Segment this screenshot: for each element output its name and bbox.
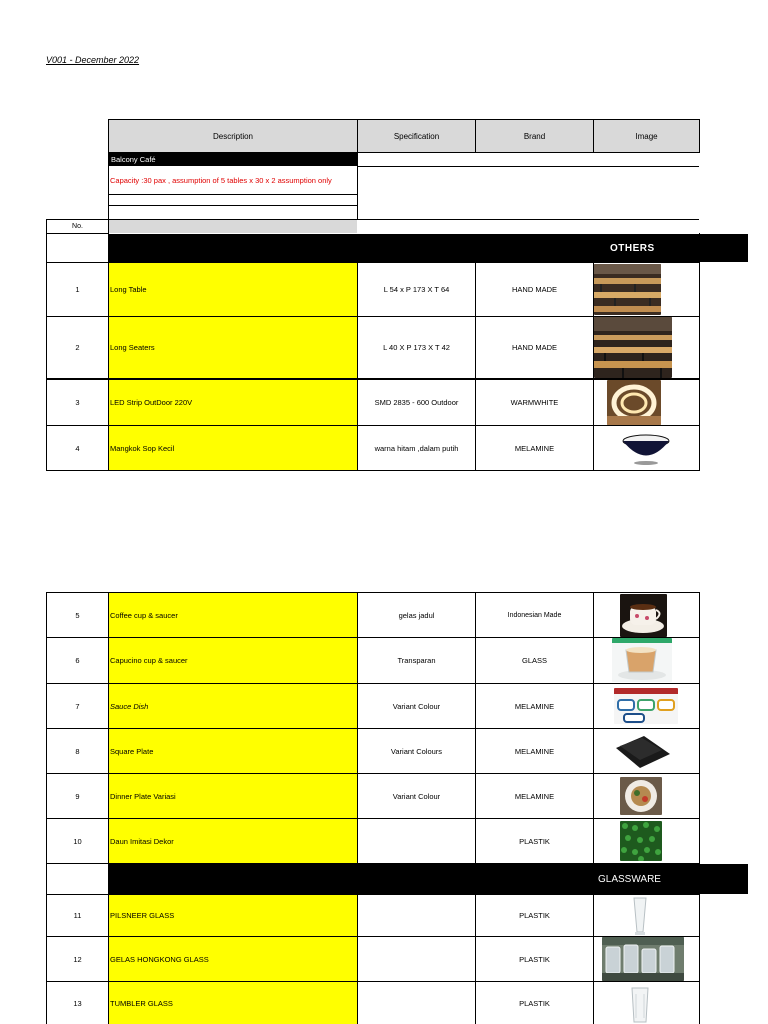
row-5-spec: gelas jadul [398, 610, 435, 620]
row-5-desc: Coffee cup & saucer [109, 593, 357, 637]
row-11-spec [358, 895, 475, 936]
row-2-no: 2 [75, 343, 80, 352]
row-4-desc: Mangkok Sop Kecil [109, 426, 357, 470]
tumbler-glass-photo [628, 984, 652, 1024]
row-3-spec: SMD 2835 - 600 Outdoor [374, 398, 459, 407]
black-bowl-photo [620, 430, 672, 466]
row-2-brand: HAND MADE [511, 343, 557, 352]
row-8-desc: Square Plate [109, 729, 357, 773]
row-5-no: 5 [75, 610, 80, 620]
row-3-brand: WARMWHITE [510, 398, 559, 407]
row-10-spec [358, 819, 475, 863]
artificial-leaves-photo [620, 821, 662, 861]
row-6-no: 6 [75, 656, 80, 665]
row-6-brand: GLASS [521, 656, 547, 665]
row-8-no: 8 [75, 746, 80, 756]
header-brand: Brand [476, 120, 593, 152]
row-10-desc: Daun Imitasi Dekor [109, 819, 357, 863]
row-12-spec [358, 937, 475, 981]
glass-cup-photo [612, 638, 672, 682]
row-4-brand: MELAMINE [514, 443, 555, 453]
row-3-no: 3 [75, 398, 80, 407]
row-10-no: 10 [73, 836, 82, 846]
row-13-desc: TUMBLER GLASS [109, 982, 357, 1024]
version-label: V001 - December 2022 [46, 55, 140, 65]
row-2-desc: Long Seaters [109, 317, 357, 378]
led-strip-photo [607, 380, 661, 425]
row-7-desc: Sauce Dish [109, 684, 357, 728]
row-4-spec: warna hitam ,dalam putih [374, 443, 459, 453]
section-others: OTHERS [610, 242, 655, 254]
capacity-note: Capacity :30 pax , assumption of 5 tables x 30 x 2 assumption only [110, 176, 332, 185]
row-4-no: 4 [75, 443, 80, 453]
row-2-spec: L 40 X P 173 X T 42 [383, 343, 450, 352]
row-8-spec: Variant Colours [390, 746, 443, 756]
wooden-long-table-photo [594, 264, 661, 315]
row-7-spec: Variant Colour [392, 701, 441, 711]
sauce-dish-photo [614, 688, 678, 724]
row-1-no: 1 [75, 285, 80, 294]
pilsner-glass-photo [626, 896, 654, 936]
row-5-brand: Indonesian Made [507, 611, 562, 619]
header-image: Image [594, 120, 699, 152]
row-12-brand: PLASTIK [519, 954, 550, 964]
section-glassware: GLASSWARE [598, 873, 661, 885]
row-6-spec: Transparan [397, 656, 436, 665]
row-9-no: 9 [75, 791, 80, 801]
row-7-brand: MELAMINE [514, 701, 555, 711]
row-7-no: 7 [75, 701, 80, 711]
row-1-spec: L 54 x P 173 X T 64 [383, 285, 450, 294]
dinner-plate-photo [620, 777, 662, 815]
row-13-spec [358, 982, 475, 1024]
row-11-brand: PLASTIK [519, 911, 550, 920]
hongkong-glass-photo [602, 937, 684, 981]
row-12-no: 12 [73, 954, 82, 964]
row-10-brand: PLASTIK [519, 836, 550, 846]
coffee-cup-photo [620, 594, 667, 637]
row-13-brand: PLASTIK [519, 998, 550, 1008]
row-3-desc: LED Strip OutDoor 220V [109, 380, 357, 425]
row-13-no: 13 [73, 998, 82, 1008]
row-1-brand: HAND MADE [511, 285, 557, 294]
header-specification: Specification [358, 120, 475, 152]
row-9-desc: Dinner Plate Variasi [109, 774, 357, 818]
row-9-brand: MELAMINE [514, 791, 555, 801]
header-description: Description [109, 120, 357, 152]
wooden-bench-photo [594, 317, 672, 378]
square-plate-photo [612, 730, 672, 772]
row-9-spec: Variant Colour [392, 791, 441, 801]
row-6-desc: Capucino cup & saucer [109, 638, 357, 683]
row-11-no: 11 [73, 911, 82, 920]
row-1-desc: Long Table [109, 263, 357, 316]
row-12-desc: GELAS HONGKONG GLASS [109, 937, 357, 981]
row-8-brand: MELAMINE [514, 746, 555, 756]
header-no: No. [72, 223, 83, 230]
venue-label: Balcony Café [109, 153, 357, 166]
row-11-desc: PILSNEER GLASS [109, 895, 357, 936]
